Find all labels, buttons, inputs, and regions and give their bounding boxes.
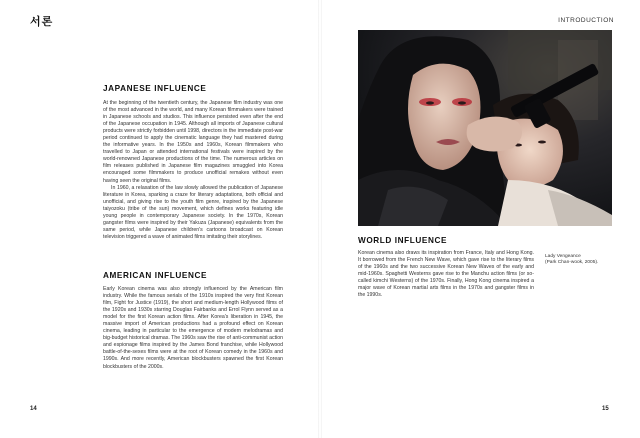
american-body: [103, 286, 283, 371]
world-paragraph-1: Korean cinema also draws its inspiration from France, Italy and Hong Kong. It borrowed from the French New Wave, which gave rise to the literary films of the 1960s and the two successive Korean New Waves of the early and mid-1960s. Spaghetti Westerns gave rise to the Manchu action films (or so-called kimchi Westerns) of the 1970s. Finally, Hong Kong cinema inspired a major wave of Korean martial arts films in the 1970s and gangster films in the 1990s.: [358, 250, 534, 299]
japanese-heading: JAPANESE INFLUENCE: [103, 84, 207, 93]
caption-title: Lady Vengeance: [545, 254, 581, 259]
running-header-left: 서론: [30, 16, 54, 28]
world-body: [358, 250, 534, 299]
caption-credit: (Park Chan-wook, 2005).: [545, 260, 599, 266]
world-heading: WORLD INFLUENCE: [358, 236, 448, 245]
running-header-right: INTRODUCTION: [558, 17, 614, 24]
american-heading: AMERICAN INFLUENCE: [103, 271, 208, 280]
photo-caption: [545, 254, 615, 267]
film-still-image: [358, 30, 612, 226]
page-number-left: 14: [30, 406, 37, 412]
gutter-shadow: [318, 0, 322, 438]
japanese-paragraph-2: In 1960, a relaxation of the law slowly allowed the publication of Japanese literature in Korea, sparking a craze for literary adaptations, both official and unofficial, and giving rise to the youth film genre, inspired by the Japanese taiyozoku (tribe of the sun) movement, which defines works featuring idle young people in contemporary Japanese society. In the 1970s, Korean gangster films were inspired by their Yakuza (Japanese) equivalents from the same period, while Japanese children's cartoons broadcast on Korean television triggered a wave of animated films imitating their storylines.: [103, 184, 283, 240]
japanese-paragraph-1: At the beginning of the twentieth century, the Japanese film industry was one of the most advanced in the world, and many Korean filmmakers were trained in Japanese schools and studios. This influence persisted even after the end of the Japanese occupation in 1945. Although all imports of Japanese cultural products were strictly forbidden until 1998, directors in the immediate post-war period continued to apply the cinematic language they had mastered during the informative years. In the 1950s and 1960s, Korean filmmakers who travelled to Japan or attended international festivals were inspired by the world-renowned Japanese productions of the time. The numerous articles on film releases published in Japanese film magazines smuggled into Korea encouraged some filmmakers to produce unofficial remakes without even having seen the original films.: [103, 100, 283, 184]
film-still-photo: [358, 30, 612, 226]
page-number-right: 15: [602, 406, 609, 412]
japanese-body: [103, 100, 283, 241]
american-paragraph-1: Early Korean cinema was also strongly influenced by the American film industry. While the famous serials of the 1910s inspired the very first Korean film, Fight for Justice (1919), the short and medium-length Hollywood films of the 1920s and 1930s starring Douglas Fairbanks and Errol Flynn served as a model for the first Korean action films. After Korea's liberation in 1945, the massive import of American productions had a profound effect on Korean cinema, leading in particular to the emergence of modern melodramas and big-budget historical dramas. The 1960s saw the rise of anti-communist action and espionage films inspired by the James Bond franchise, while Hollywood battle-of-the-sexes films were at the root of Korean comedy in the 1960s and 1990s. And more recently, American blockbusters spawned the first Korean blockbusters of the 2000s.: [103, 286, 283, 370]
